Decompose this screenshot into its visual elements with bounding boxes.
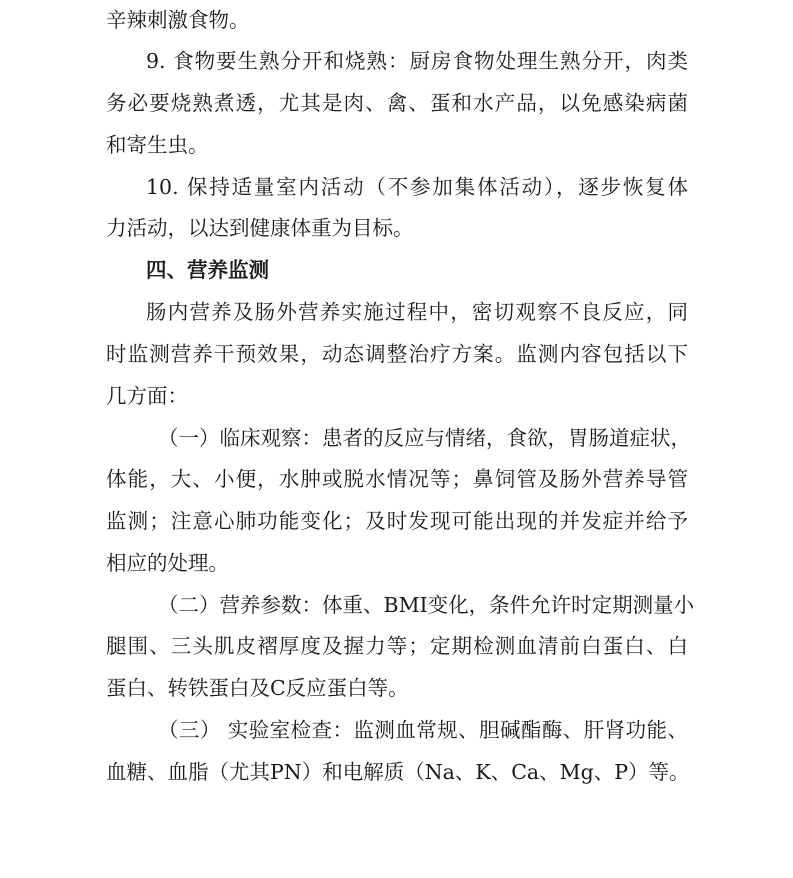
text-line: 时监测营养干预效果，动态调整治疗方案。监测内容包括以下: [106, 342, 688, 366]
text-line: 力活动，以达到健康体重为目标。: [106, 216, 414, 240]
text-line: 几方面：: [106, 384, 188, 408]
text-line: （二）营养参数：体重、BMI变化，条件允许时定期测量小: [158, 593, 695, 617]
text-line: 和寄生虫。: [106, 133, 209, 157]
text-line: 体能，大、小便，水肿或脱水情况等；鼻饲管及肠外营养导管: [106, 467, 688, 491]
text-line: 相应的处理。: [106, 551, 229, 575]
section-heading: 四、营养监测: [146, 258, 269, 282]
text-line: （一）临床观察：患者的反应与情绪，食欲，胃肠道症状，: [158, 426, 691, 450]
text-line: 10. 保持适量室内活动（不参加集体活动），逐步恢复体: [146, 175, 688, 199]
text-line: 肠内营养及肠外营养实施过程中，密切观察不良反应，同: [146, 300, 688, 324]
text-line: 监测；注意心肺功能变化；及时发现可能出现的并发症并给予: [106, 509, 688, 533]
text-line: 9. 食物要生熟分开和烧熟：厨房食物处理生熟分开，肉类: [146, 49, 688, 73]
text-line: 腿围、三头肌皮褶厚度及握力等；定期检测血清前白蛋白、白: [106, 634, 688, 658]
text-line: 务必要烧熟煮透，尤其是肉、禽、蛋和水产品，以免感染病菌: [106, 91, 688, 115]
text-line: 血糖、血脂（尤其PN）和电解质（Na、K、Ca、Mg、P）等。: [106, 760, 690, 784]
text-line: 辛辣刺激食物。: [106, 8, 250, 32]
text-line: （三） 实验室检查：监测血常规、胆碱酯酶、肝肾功能、: [158, 718, 688, 742]
text-line: 蛋白、转铁蛋白及C反应蛋白等。: [106, 676, 409, 700]
